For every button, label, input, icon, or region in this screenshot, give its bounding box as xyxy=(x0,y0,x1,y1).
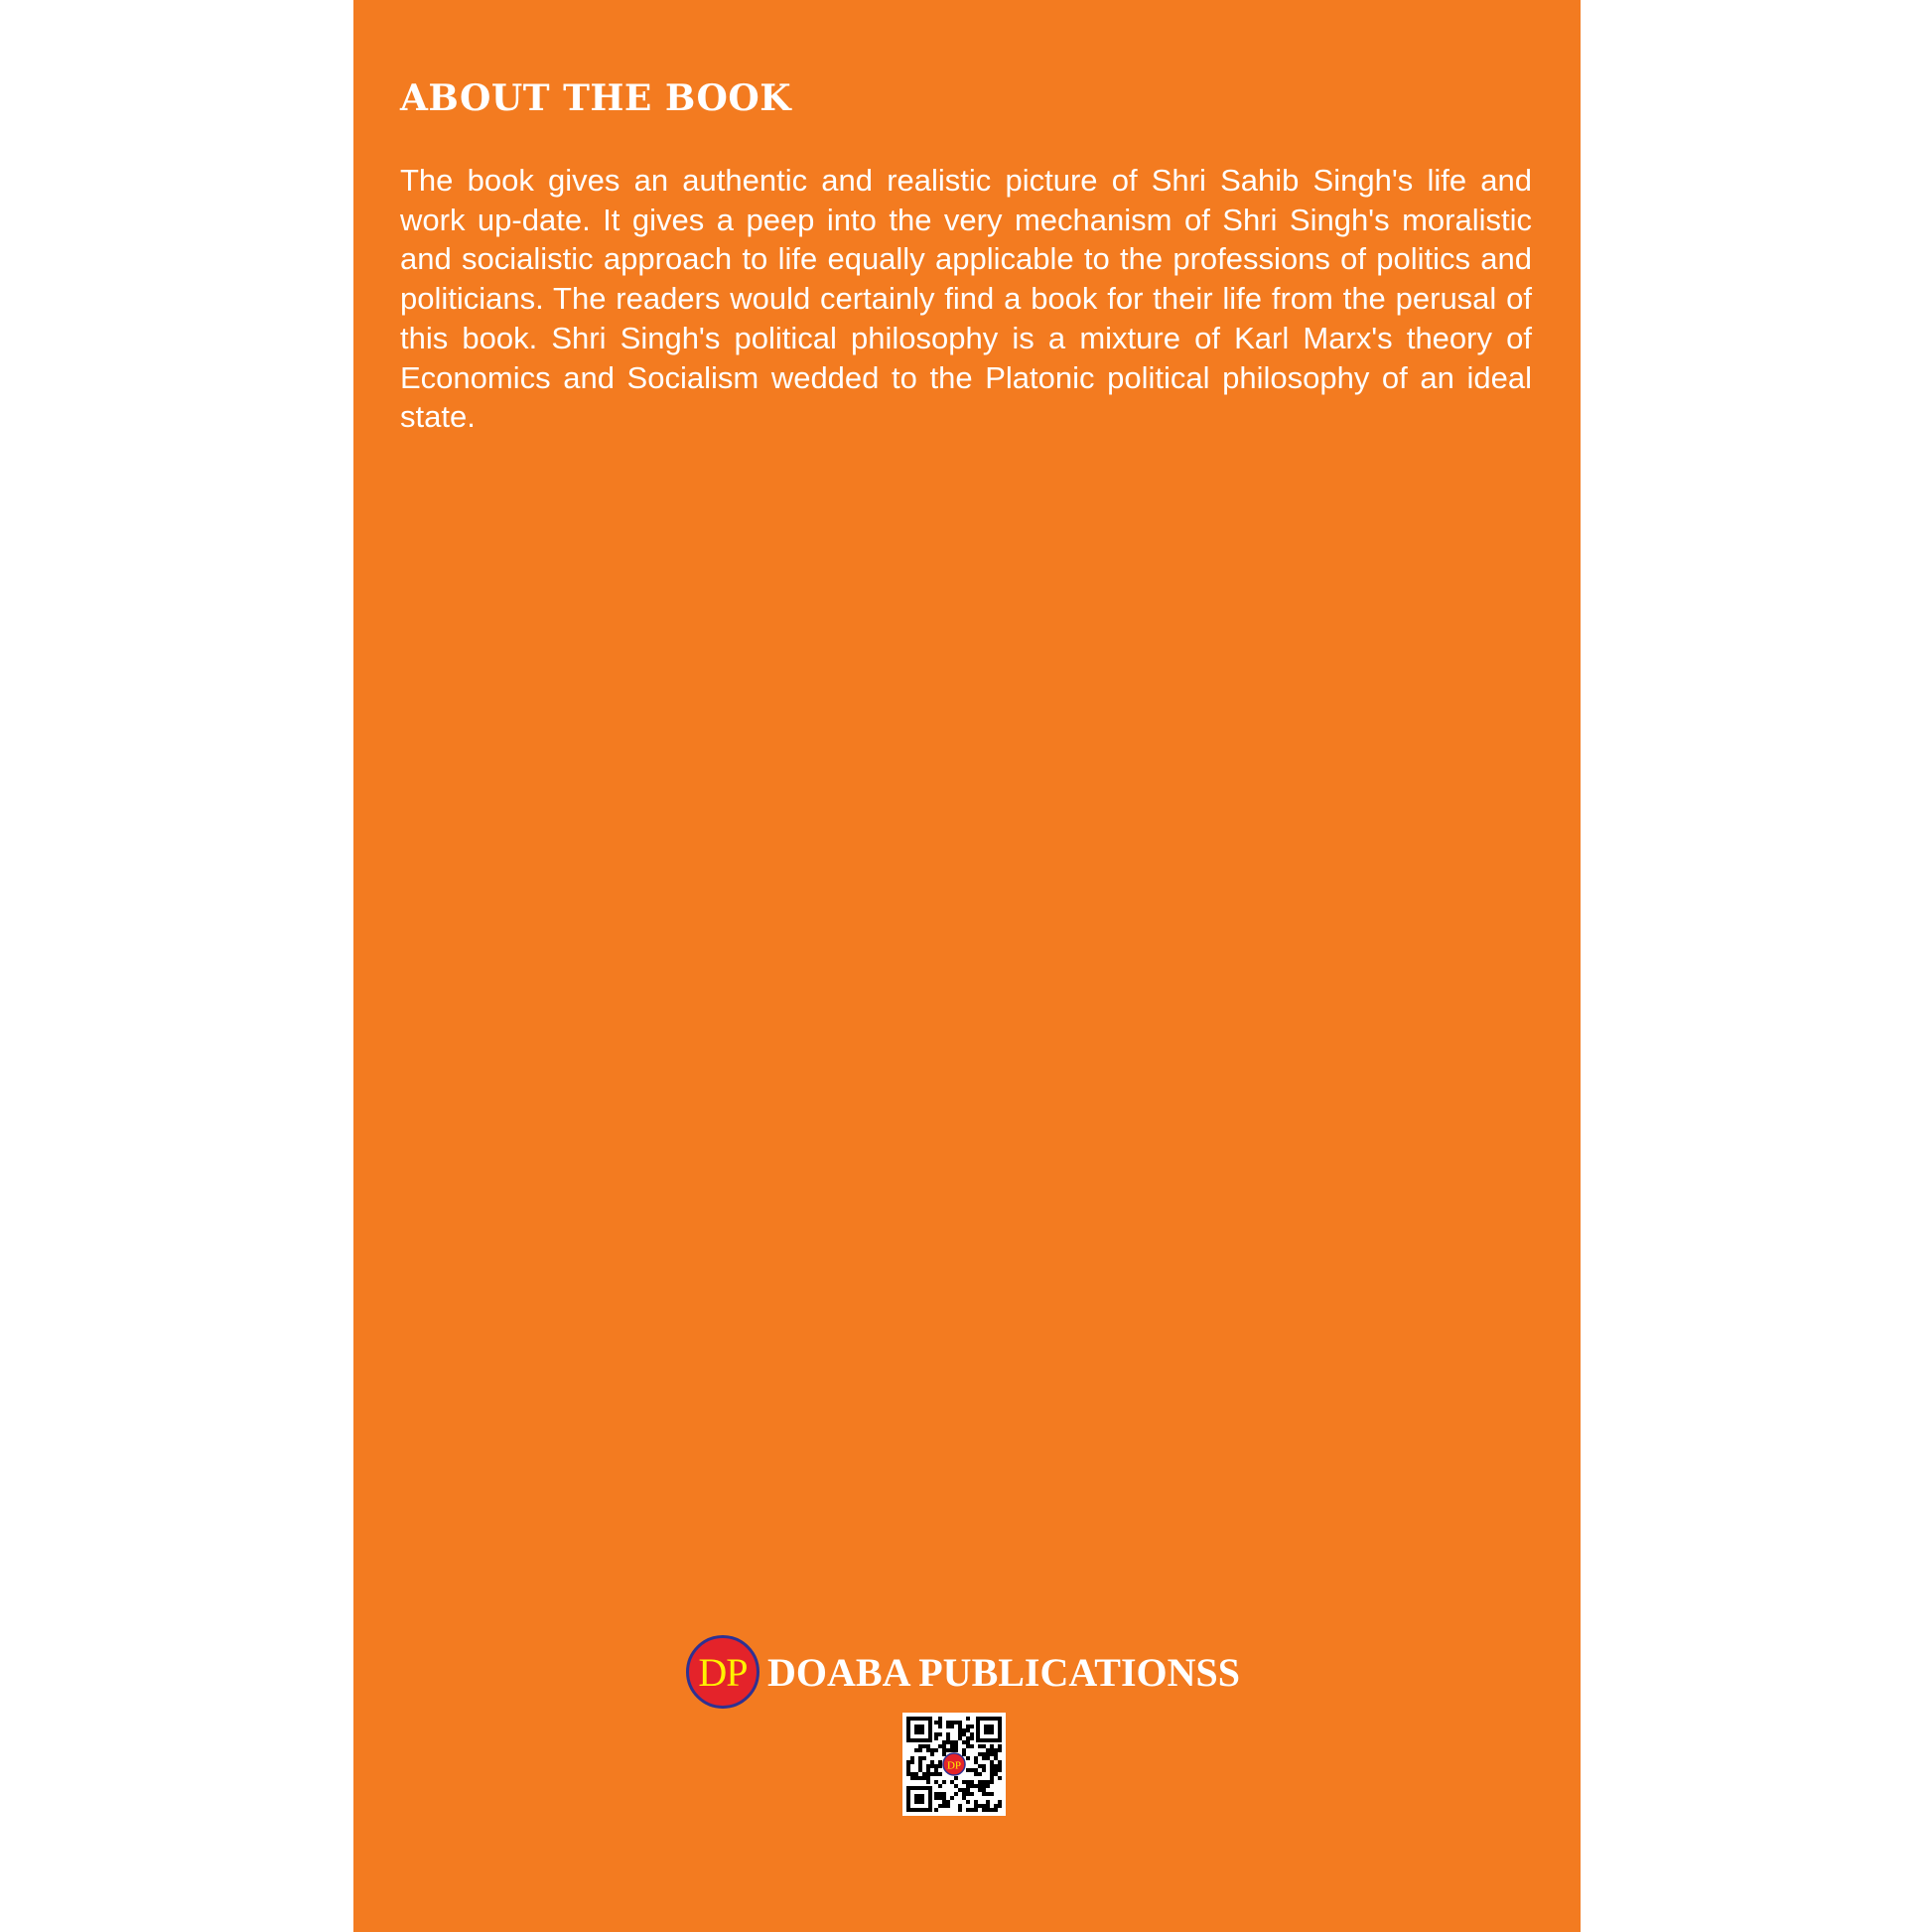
qr-code-icon xyxy=(902,1713,1006,1816)
qr-logo-text: DP xyxy=(946,1759,962,1772)
about-heading: ABOUT THE BOOK xyxy=(400,77,791,119)
publisher-name: DOABA PUBLICATIONSS xyxy=(767,1649,1241,1695)
publisher-block xyxy=(686,1628,1240,1716)
publisher-logo xyxy=(686,1635,759,1709)
back-cover xyxy=(353,0,1581,1932)
publisher-logo-text: DP xyxy=(698,1649,748,1695)
book-description: The book gives an authentic and realistic picture of Shri Sahib Singh's life and work up-date. It gives a peep into the very mechanism of Shri Singh's moralistic and socialistic approach to life equally applicable to the professions of politics and politicians. The readers would certainly find a book for their life from the perusal of this book. Shri Singh's political philosophy is a mixture of Karl Marx's theory of Economics and Socialism wedded to the Platonic political philosophy of an ideal state. xyxy=(400,163,1532,435)
